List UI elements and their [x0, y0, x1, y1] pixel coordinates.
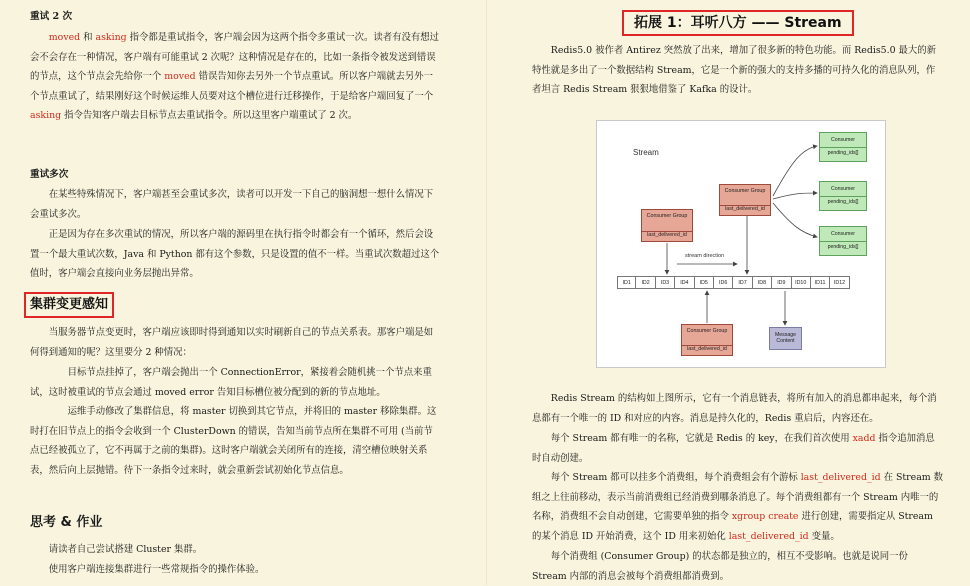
- paragraph-cluster-1: 当服务器节点变更时，客户端应该即时得到通知以实时刷新自己的节点关系表。那客户端是如何得到通知的呢？这里要分 2 种情况：: [30, 327, 434, 358]
- paragraph-stream-1: Redis Stream 的结构如上图所示，它有一个消息链表，将所有加入的消息都串起来，每个消息都有一个唯一的 ID 和对应的内容。消息是持久化的，Redis 重启后，内容还在。: [532, 393, 937, 424]
- heading-stream: 拓展 1：耳听八方 —— Stream: [622, 10, 854, 36]
- paragraph-retry-many-2: 正是因为存在多次重试的情况，所以客户端的源码里在执行指令时都会有一个循环，然后会设置一个最大重试次数，Java 和 Python 都有这个参数，只是设置的值不一样。当重试次数超过这个值时，客户端会直接向业务层抛出异常。: [30, 229, 440, 280]
- consumer-3: Consumer pending_ids[]: [819, 226, 867, 256]
- heading-retry-many: 重试多次: [30, 169, 69, 180]
- stream-diagram: [596, 120, 886, 368]
- stream-id: ID5: [695, 276, 714, 289]
- message-content-box: Message Content: [769, 327, 802, 350]
- heading-retry-twice: 重试 2 次: [30, 11, 73, 22]
- stream-id: ID1: [617, 276, 636, 289]
- consumer-group-top: Consumer Group last_delivered_id: [719, 184, 771, 216]
- stream-id: ID6: [714, 276, 733, 289]
- stream-id: ID10: [792, 276, 811, 289]
- stream-id-list: [617, 276, 850, 289]
- stream-id: ID2: [636, 276, 655, 289]
- paragraph-cluster-3: 运维手动修改了集群信息，将 master 切换到其它节点，并将旧的 master 移除集群。这时打在旧节点上的指令会收到一个 ClusterDown 的错误，告知当前节点所在集群不可用 (当前节点已经被孤立了，它不再属于之前的集群)。这时客户端就会关闭所有的连接，清空槽位映射关系表，然后向上层抛错。待下一条指令过来时，就会重新尝试初始化节点信息。: [30, 406, 437, 476]
- homework-item-1: 请读者自己尝试搭建 Cluster 集群。: [48, 544, 203, 555]
- paragraph-stream-4: 每个消费组 (Consumer Group) 的状态都是独立的，相互不受影响。也就是说同一份 Stream 内部的消息会被每个消费组都消费到。: [532, 551, 908, 582]
- consumer-1: Consumer pending_ids[]: [819, 132, 867, 162]
- consumer-group-bottom: Consumer Group last_delivered_id: [681, 324, 733, 356]
- heading-homework: 思考 & 作业: [30, 515, 103, 530]
- homework-item-2: 使用客户端连接集群进行一些常规指令的操作体验。: [48, 564, 265, 575]
- paragraph-retry-many-1: 在某些特殊情况下，客户端甚至会重试多次，读者可以开发一下自己的脑洞想一想什么情况下会重试多次。: [30, 189, 434, 220]
- paragraph-stream-intro: Redis5.0 被作者 Antirez 突然放了出来，增加了很多新的特色功能。而 Redis5.0 最大的新特性就是多出了一个数据结构 Stream，它是一个新的强大的支持多播的可持久化的消息队列，作者坦言 Redis Stream 狠狠地借鉴了 Kafka 的设计。: [532, 45, 937, 96]
- stream-id: ID3: [656, 276, 675, 289]
- heading-cluster-change: 集群变更感知: [24, 292, 114, 318]
- stream-id: ID11: [811, 276, 830, 289]
- stream-id: ID7: [733, 276, 752, 289]
- consumer-group-left: Consumer Group last_delivered_id: [641, 209, 693, 242]
- stream-id: ID9: [772, 276, 791, 289]
- stream-direction-label: stream direction: [685, 253, 725, 259]
- paragraph-stream-2: 每个 Stream 都有唯一的名称，它就是 Redis 的 key，在我们首次使用 xadd 指令追加消息时自动创建。: [532, 433, 935, 464]
- paragraph-retry-twice: moved 和 asking 指令都是重试指令，客户端会因为这两个指令多重试一次。读者有没有想过会不会存在一种情况，客户端有可能重试 2 次呢？这种情况是存在的，比如一条指令被发送到错误的节点，这个节点会先给你一个 moved 错误告知你去另外一个节点重试。所以客户端就去另外一个节点重试了，结果刚好这个时候运维人员要对这个槽位进行迁移操作，于是给客户端回复了一个 asking 指令告知客户端去目标节点去重试指令。所以这里客户端重试了 2 次。: [30, 32, 440, 122]
- consumer-2: Consumer pending_ids[]: [819, 181, 867, 211]
- paragraph-stream-3: 每个 Stream 都可以挂多个消费组，每个消费组会有个游标 last_delivered_id 在 Stream 数组之上往前移动，表示当前消费组已经消费到哪条消息了。每个消费组都有一个 Stream 内唯一的名称，消费组不会自动创建，它需要单独的指令 xgroup create 进行创建，需要指定从 Stream 的某个消息 ID 开始消费，这个 ID 用来初始化 last_delivered_id 变量。: [532, 472, 944, 542]
- paragraph-cluster-2: 目标节点挂掉了，客户端会抛出一个 ConnectionError，紧接着会随机挑一个节点来重试，这时被重试的节点会通过 moved error 告知目标槽位被分配到的新的节点地址。: [30, 367, 432, 398]
- stream-id: ID4: [675, 276, 694, 289]
- column-divider: [486, 0, 487, 585]
- stream-id: ID8: [753, 276, 772, 289]
- stream-id: ID12: [830, 276, 849, 289]
- diagram-title: Stream: [633, 148, 659, 157]
